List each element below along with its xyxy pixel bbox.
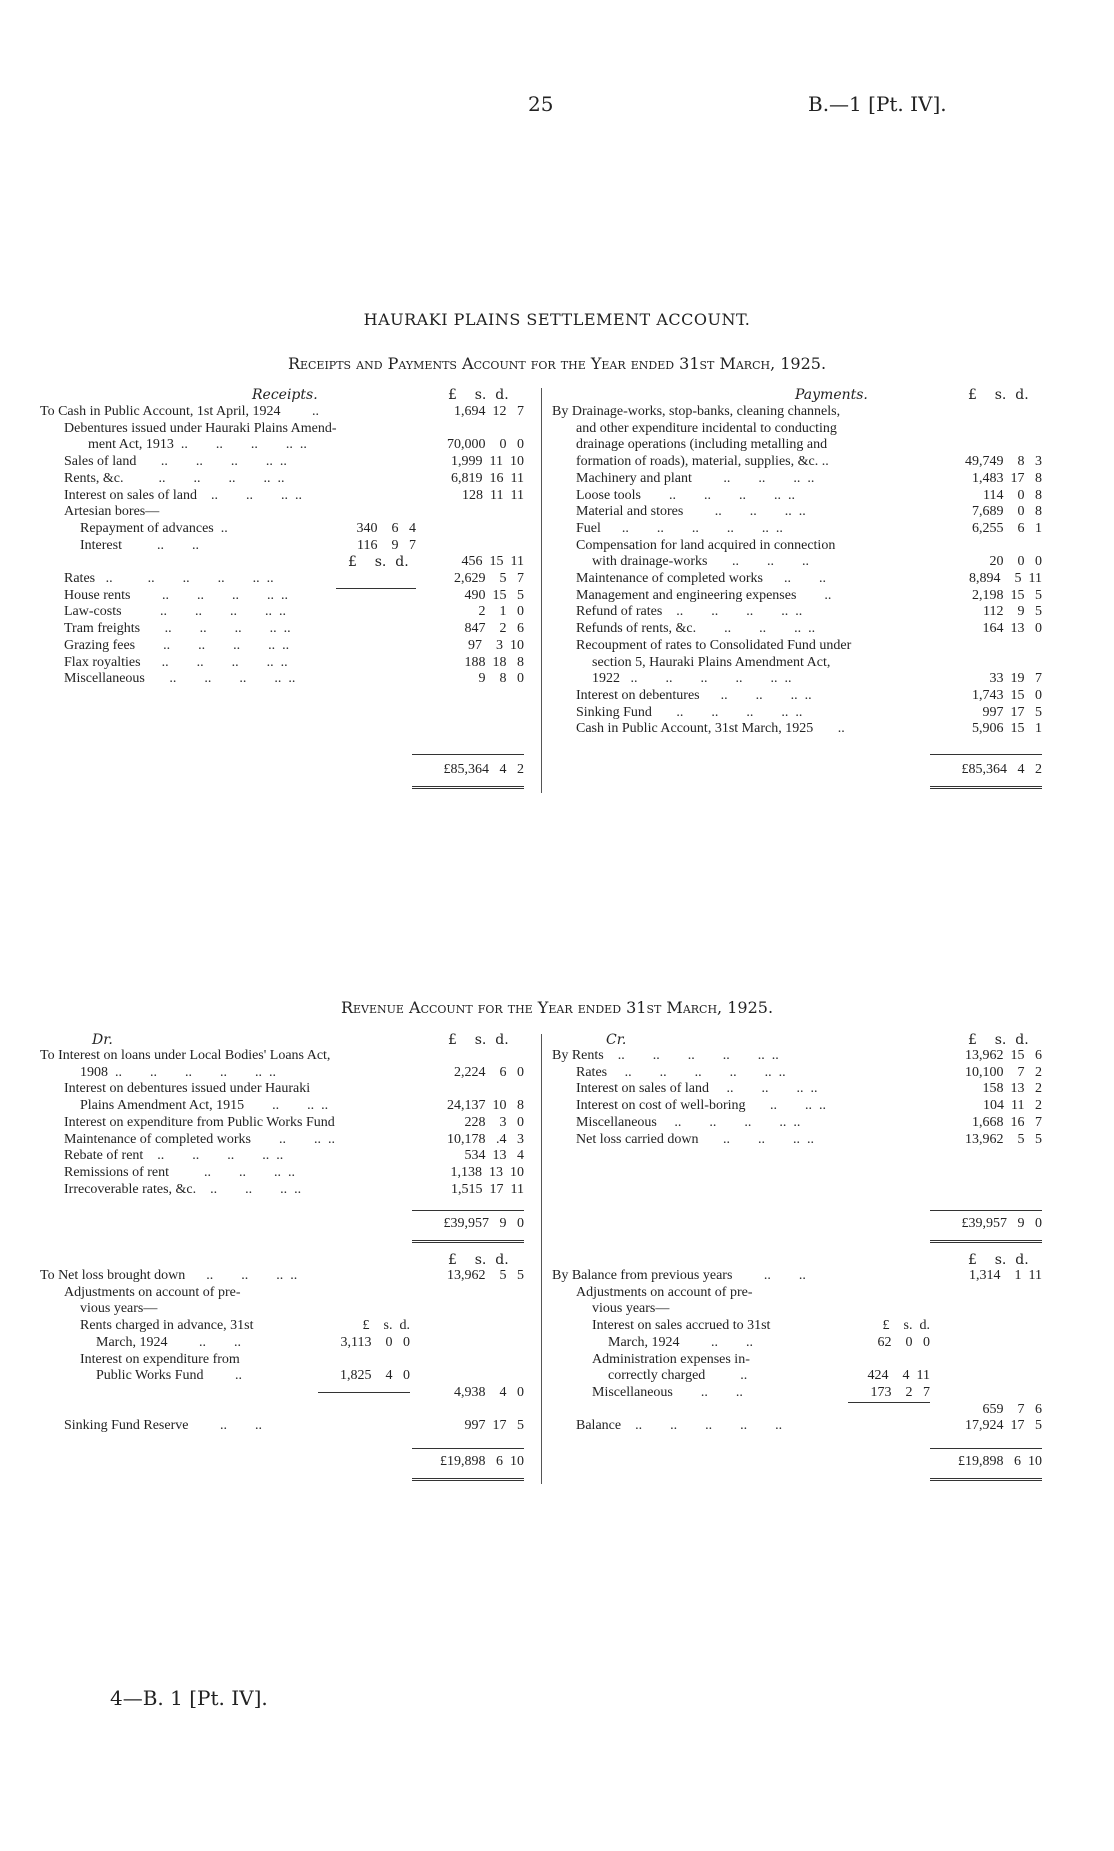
entry-amount: 6,819 16 11 — [451, 470, 524, 486]
entry-amount: 114 0 8 — [983, 487, 1042, 503]
debit2-subtotal-rule — [318, 1392, 410, 1393]
entry-label: To Cash in Public Account, 1st April, 1924 .. — [40, 404, 320, 419]
entry-label: vious years— — [592, 1301, 670, 1317]
entry-label: Rebate of rent .. .. .. .. .. — [64, 1148, 284, 1164]
entry-amount: 17,924 17 5 — [965, 1418, 1042, 1434]
entry-label: March, 1924 .. .. — [608, 1334, 754, 1350]
debit2-double-rule — [412, 1478, 524, 1481]
entry-label: section 5, Hauraki Plains Amendment Act, — [592, 654, 831, 670]
entry-amount: 997 17 5 — [982, 704, 1042, 720]
entry-label: Interest on sales accrued to 31st — [592, 1318, 771, 1334]
payments-double-rule — [930, 786, 1042, 789]
entry-label: Miscellaneous .. .. .. .. .. — [64, 671, 296, 687]
entry-label: Cash in Public Account, 31st March, 1925 .. — [576, 721, 845, 737]
debit2-sub-amount: 3,113 0 0 — [340, 1335, 410, 1350]
entry-amount: 49,749 8 3 — [965, 454, 1042, 470]
artesian-sub-amount: 340 6 4 — [356, 520, 416, 536]
entry-label: Fuel .. .. .. .. .. .. — [576, 520, 783, 536]
entry-label: Miscellaneous .. .. .. .. .. — [576, 1114, 801, 1130]
entry-label: Interest on sales of land .. .. .. .. — [64, 487, 302, 503]
credit2-sub-amount: £ s. d. — [882, 1318, 930, 1333]
entry-amount: 659 7 6 — [982, 1401, 1042, 1417]
entry-amount: 1,515 17 11 — [451, 1181, 524, 1197]
payments-column-heading: Payments. — [795, 387, 868, 403]
revenue-heading: Revenue Account for the Year ended 31st March, 1925. — [340, 998, 774, 1017]
artesian-sub-amount: 116 9 7 — [357, 537, 416, 553]
entry-label: Balance .. .. .. .. .. — [576, 1418, 783, 1434]
debit-total-rule — [412, 1210, 524, 1211]
entry-amount: 70,000 0 0 — [447, 437, 524, 453]
entry-amount: 2 1 0 — [478, 604, 524, 620]
entry-amount: 158 13 2 — [982, 1081, 1042, 1097]
entry-amount: 534 13 4 — [464, 1148, 524, 1164]
entry-amount: 164 13 0 — [982, 621, 1042, 637]
debit2-total-rule — [412, 1448, 524, 1449]
entry-label: vious years— — [80, 1301, 158, 1317]
entry-amount: 1,483 17 8 — [972, 470, 1042, 486]
entry-label: Interest .. .. — [80, 537, 199, 553]
entry-amount: 20 0 0 — [989, 554, 1042, 570]
debit2-currency-heading: £ s. d. — [448, 1252, 509, 1268]
entry-amount: 4,938 4 0 — [454, 1384, 524, 1400]
entry-label: By Rents .. .. .. .. .. .. — [552, 1048, 779, 1063]
entry-label: Debentures issued under Hauraki Plains Amend- — [64, 420, 337, 436]
entry-amount: 104 11 2 — [983, 1098, 1042, 1114]
entry-label: March, 1924 .. .. — [96, 1334, 242, 1350]
entry-amount: 10,100 7 2 — [965, 1064, 1042, 1080]
document-title: HAURAKI PLAINS SETTLEMENT ACCOUNT. — [363, 310, 751, 329]
entry-label: 1922 .. .. .. .. .. .. — [592, 671, 792, 687]
entry-amount: 10,178 .4 3 — [447, 1131, 524, 1147]
entry-label: Material and stores .. .. .. .. — [576, 504, 806, 520]
entry-label: Interest on expenditure from — [80, 1351, 240, 1367]
entry-label: Maintenance of completed works .. .. — [576, 571, 826, 586]
entry-amount: 1,694 12 7 — [454, 404, 524, 419]
entry-label: By Balance from previous years .. .. — [552, 1268, 806, 1283]
entry-label: House rents .. .. .. .. .. — [64, 587, 288, 603]
receipts-column-heading: Receipts. — [252, 387, 318, 403]
entry-label: Interest on expenditure from Public Works Fund — [64, 1114, 335, 1130]
revenue-column-divider — [541, 1034, 542, 1484]
entry-amount: 490 15 5 — [464, 587, 524, 603]
entry-label: and other expenditure incidental to conducting — [576, 420, 837, 436]
payments-total: £85,364 4 2 — [961, 762, 1042, 777]
entry-amount: 33 19 7 — [989, 671, 1042, 687]
entry-label: Sales of land .. .. .. .. .. — [64, 454, 287, 470]
entry-label: Adjustments on account of pre- — [64, 1284, 241, 1300]
receipts-double-rule — [412, 786, 524, 789]
payments-currency-heading: £ s. d. — [968, 387, 1029, 403]
entry-amount: 228 3 0 — [464, 1114, 524, 1130]
entry-label: Refunds of rents, &c. .. .. .. .. — [576, 621, 816, 637]
entry-label: formation of roads), material, supplies, &c. .. — [576, 454, 829, 470]
entry-amount: 1,668 16 7 — [972, 1114, 1042, 1130]
entry-amount: 97 3 10 — [468, 637, 524, 653]
entry-label: Net loss carried down .. .. .. .. — [576, 1131, 814, 1147]
entry-label: Interest on debentures .. .. .. .. — [576, 687, 812, 703]
credit2-subtotal-rule — [848, 1402, 930, 1403]
entry-label: Management and engineering expenses .. — [576, 587, 832, 603]
entry-label: Rates .. .. .. .. .. .. — [64, 571, 274, 586]
entry-label: Public Works Fund .. — [96, 1368, 243, 1384]
payments-total-rule — [930, 754, 1042, 755]
entry-amount: 188 18 8 — [464, 654, 524, 670]
entry-label: Repayment of advances .. — [80, 520, 228, 536]
entry-label: Plains Amendment Act, 1915 .. .. .. — [80, 1098, 329, 1114]
entry-label: Machinery and plant .. .. .. .. — [576, 470, 815, 486]
entry-label: with drainage-works .. .. .. — [592, 554, 809, 570]
entry-label: Administration expenses in- — [592, 1351, 750, 1367]
entry-label: Grazing fees .. .. .. .. .. — [64, 637, 290, 653]
entry-amount: 13,962 5 5 — [447, 1268, 524, 1283]
entry-label: Artesian bores— — [64, 504, 160, 520]
entry-amount: 13,962 5 5 — [965, 1131, 1042, 1147]
entry-amount: 2,198 15 5 — [972, 587, 1042, 603]
entry-amount: 1,314 1 11 — [969, 1268, 1042, 1283]
debit-currency-heading: £ s. d. — [448, 1032, 509, 1048]
entry-label: To Interest on loans under Local Bodies' Loans Act, — [40, 1048, 331, 1063]
entry-amount: 847 2 6 — [464, 621, 524, 637]
entry-amount: 1,999 11 10 — [451, 454, 524, 470]
entry-amount: 456 15 11 — [461, 554, 524, 570]
credit-currency-heading: £ s. d. — [968, 1032, 1029, 1048]
entry-label: Loose tools .. .. .. .. .. — [576, 487, 795, 503]
credit2-sub-amount: 424 4 11 — [867, 1368, 930, 1383]
entry-label: Maintenance of completed works .. .. .. — [64, 1131, 335, 1147]
debit-total: £39,957 9 0 — [443, 1216, 524, 1231]
debit-double-rule — [412, 1240, 524, 1243]
entry-amount: 997 17 5 — [464, 1418, 524, 1434]
entry-amount: 128 11 11 — [462, 487, 524, 503]
entry-label: Irrecoverable rates, &c. .. .. .. .. — [64, 1181, 302, 1197]
entry-label: Remissions of rent .. .. .. .. — [64, 1164, 295, 1180]
credit2-total: £19,898 6 10 — [958, 1454, 1042, 1469]
credit-total: £39,957 9 0 — [961, 1216, 1042, 1231]
entry-amount: 7,689 0 8 — [972, 504, 1042, 520]
entry-amount: 24,137 10 8 — [447, 1098, 524, 1114]
entry-label: Sinking Fund .. .. .. .. .. — [576, 704, 803, 720]
subtotal-rule — [336, 588, 416, 589]
entry-label: Interest on sales of land .. .. .. .. — [576, 1081, 818, 1097]
receipts-currency-heading: £ s. d. — [448, 387, 509, 403]
entry-label: 1908 .. .. .. .. .. .. — [80, 1064, 276, 1080]
debit-heading: Dr. — [92, 1032, 113, 1048]
credit2-sub-amount: 62 0 0 — [877, 1335, 930, 1350]
entry-label: Miscellaneous .. .. — [592, 1384, 743, 1400]
entry-label: drainage operations (including metalling and — [576, 437, 828, 453]
footer-reference: 4—B. 1 [Pt. IV]. — [110, 1686, 268, 1710]
document-reference: B.—1 [Pt. IV]. — [808, 92, 947, 116]
receipts-total-rule — [412, 754, 524, 755]
credit2-total-rule — [930, 1448, 1042, 1449]
entry-amount: 6,255 6 1 — [972, 520, 1042, 536]
page-number: 25 — [528, 92, 554, 116]
entry-label: Tram freights .. .. .. .. .. — [64, 621, 291, 637]
entry-label: Adjustments on account of pre- — [576, 1284, 753, 1300]
entry-label: Rents charged in advance, 31st — [80, 1318, 254, 1334]
entry-label: Rates .. .. .. .. .. .. — [576, 1064, 786, 1080]
entry-label: Refund of rates .. .. .. .. .. — [576, 604, 803, 620]
receipts-total: £85,364 4 2 — [443, 762, 524, 777]
entry-label: ment Act, 1913 .. .. .. .. .. — [88, 437, 307, 453]
credit2-currency-heading: £ s. d. — [968, 1252, 1029, 1268]
entry-amount: 9 8 0 — [478, 671, 524, 687]
entry-label: Compensation for land acquired in connection — [576, 537, 836, 553]
credit-double-rule — [930, 1240, 1042, 1243]
entry-amount: 1,138 13 10 — [450, 1164, 524, 1180]
entry-label: correctly charged .. — [608, 1368, 748, 1384]
entry-label: Sinking Fund Reserve .. .. — [64, 1418, 262, 1434]
entry-label: To Net loss brought down .. .. .. .. — [40, 1268, 298, 1283]
entry-amount: 2,629 5 7 — [454, 571, 524, 586]
credit2-sub-amount: 173 2 7 — [870, 1385, 930, 1400]
artesian-sub-heading: £ s. d. — [348, 554, 409, 570]
entry-amount: 13,962 15 6 — [965, 1048, 1042, 1063]
entry-label: Rents, &c. .. .. .. .. .. — [64, 470, 285, 486]
entry-amount: 112 9 5 — [983, 604, 1042, 620]
entry-amount: 5,906 15 1 — [972, 721, 1042, 737]
entry-amount: 2,224 6 0 — [454, 1064, 524, 1080]
credit-total-rule — [930, 1210, 1042, 1211]
entry-label: Flax royalties .. .. .. .. .. — [64, 654, 288, 670]
debit2-sub-amount: 1,825 4 0 — [340, 1368, 410, 1383]
debit2-total: £19,898 6 10 — [440, 1454, 524, 1469]
credit-heading: Cr. — [606, 1032, 627, 1048]
entry-amount: 1,743 15 0 — [972, 687, 1042, 703]
entry-amount: 8,894 5 11 — [969, 571, 1042, 586]
entry-label: Interest on cost of well-boring .. .. .. — [576, 1098, 827, 1114]
debit2-sub-amount: £ s. d. — [362, 1318, 410, 1333]
entry-label: Interest on debentures issued under Hauraki — [64, 1081, 311, 1097]
credit2-double-rule — [930, 1478, 1042, 1481]
column-divider — [541, 388, 542, 793]
entry-label: By Drainage-works, stop-banks, cleaning channels, — [552, 404, 841, 419]
entry-label: Recoupment of rates to Consolidated Fund under — [576, 637, 852, 653]
receipts-payments-heading: Receipts and Payments Account for the Year ended 31st March, 1925. — [287, 354, 827, 373]
entry-label: Law-costs .. .. .. .. .. — [64, 604, 287, 620]
